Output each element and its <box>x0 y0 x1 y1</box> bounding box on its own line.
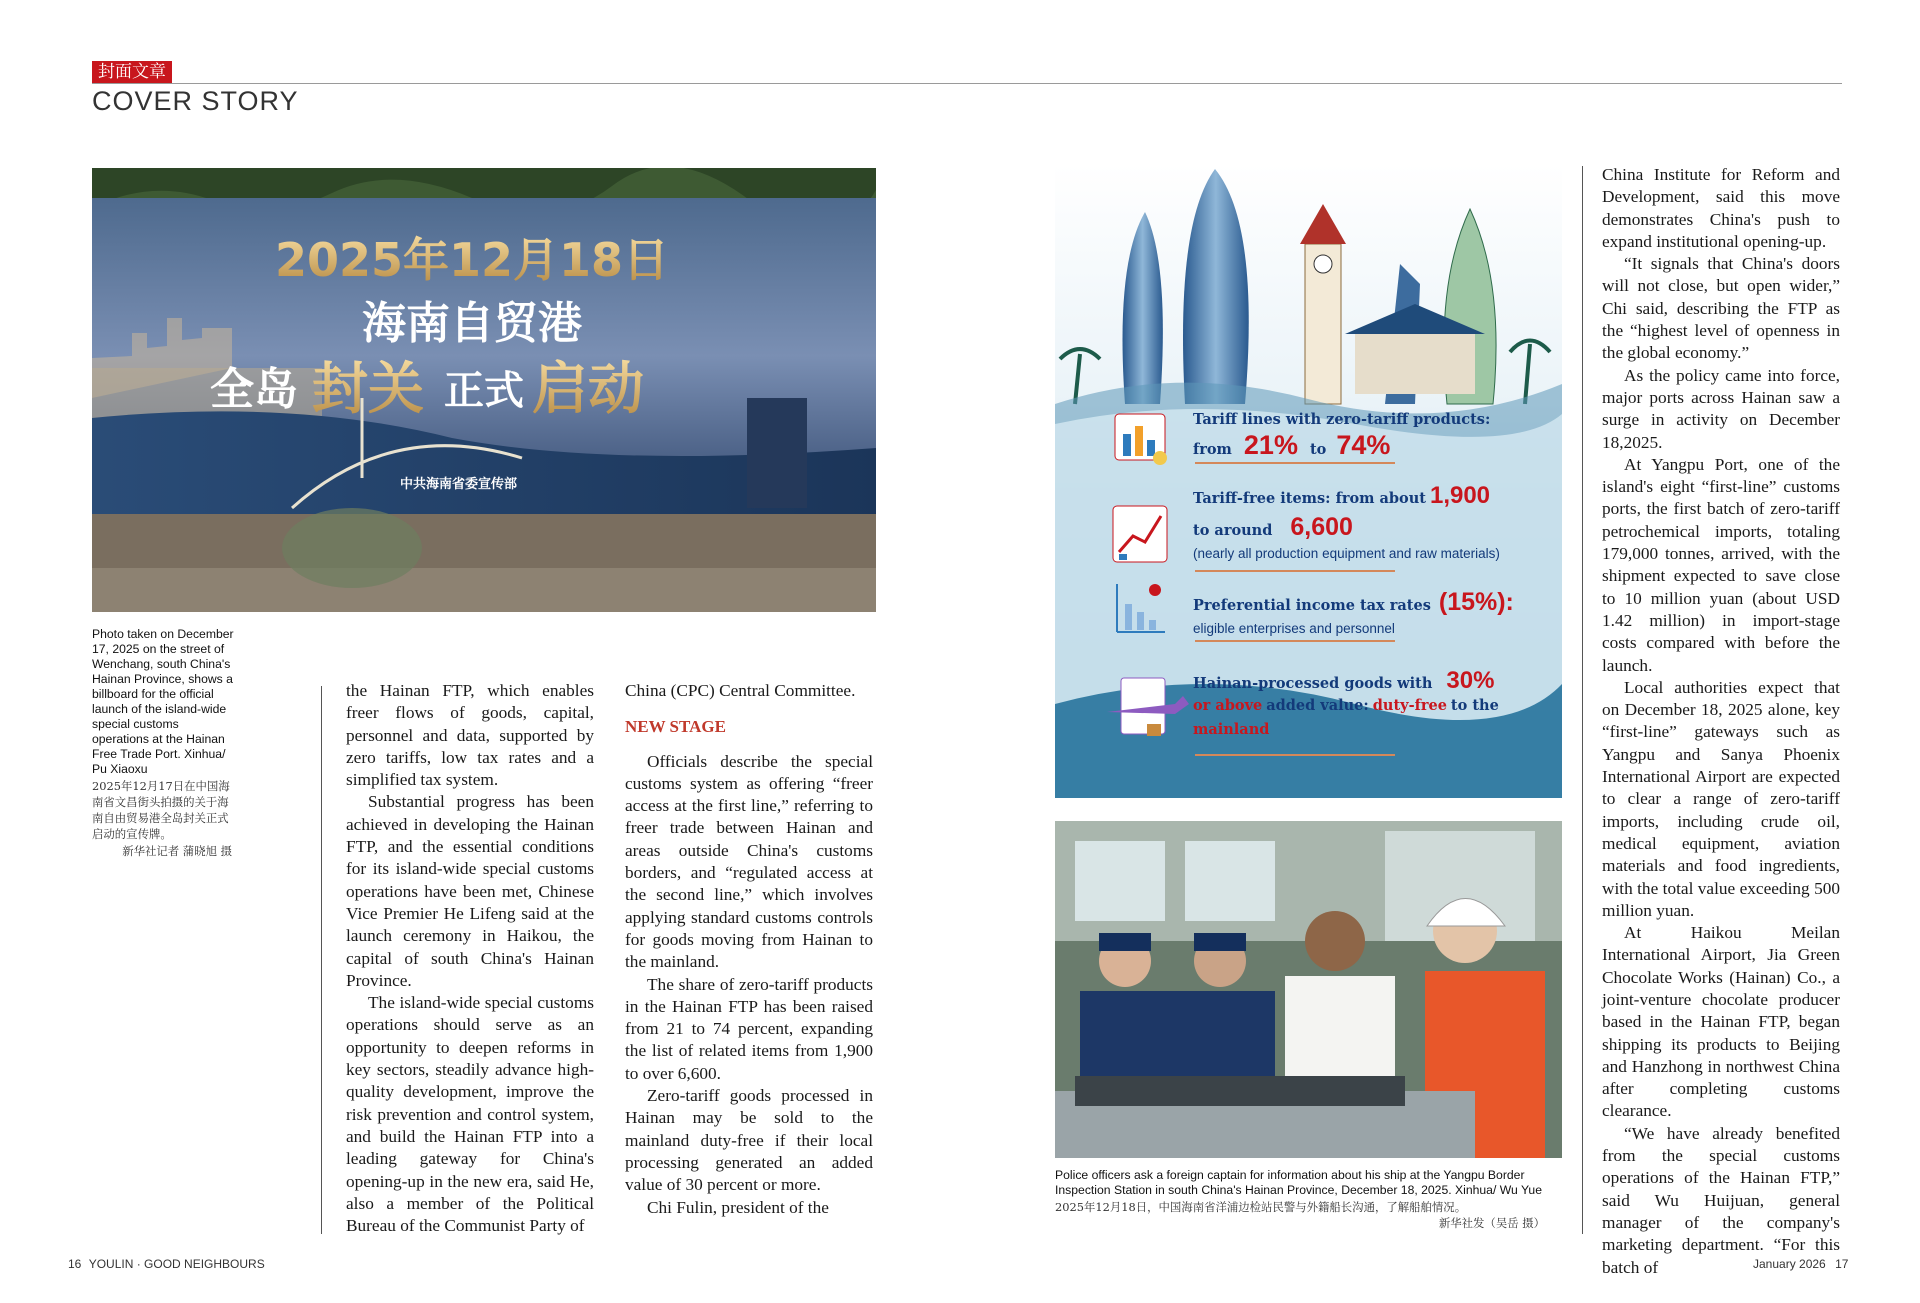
magazine-name: YOULIN · GOOD NEIGHBOURS <box>88 1257 265 1271</box>
info-item4-label-b: or above <box>1193 697 1263 714</box>
page-number-left: 16 <box>68 1257 82 1271</box>
info-item1-values <box>1193 430 1553 461</box>
rising-chart-icon <box>1113 506 1167 562</box>
col2-paragraph: Zero-tariff goods processed in Hainan may be sold to the mainland duty-free if their local processing generated an added value of 30 percent or more. <box>625 1086 873 1195</box>
article-column-2 <box>625 680 873 1219</box>
billboard-line3a: 全岛 <box>210 364 298 415</box>
section-heading-new-stage: NEW STAGE <box>625 717 726 737</box>
info-item1-label: Tariff lines with zero-tariff products: <box>1193 411 1491 428</box>
col3-paragraph: At Haikou Meilan International Airport, Jia Green Chocolate Works (Hainan) Co., a joint-venture chocolate producer based in the Hainan FTP, began shipping its products to Beijing and Hanzhong in northwest China after completing customs clearance. <box>1602 923 1840 1121</box>
info-item2-value2: 6,600 <box>1290 513 1353 541</box>
col2-paragraph: Officials describe the special customs system as offering “freer access at the first line,” referring to freer trade between Hainan and areas outside China's customs borders, and “regulated access at the second line,” which involves applying standard customs controls for goods moving from Hainan to the mainland. <box>625 751 873 972</box>
section-tag-cn: 封面文章 <box>92 61 172 83</box>
footer-right <box>1753 1257 1848 1271</box>
billboard-credit-cn: 新华社记者 蒲晓旭 摄 <box>122 844 232 858</box>
info-item3-note: eligible enterprises and personnel <box>1193 621 1395 636</box>
police-photo-svg <box>1055 821 1562 1158</box>
info-item3-label: Preferential income tax rates <box>1193 597 1431 614</box>
col2-paragraph: Chi Fulin, president of the <box>647 1197 829 1217</box>
section-title: COVER STORY <box>92 86 299 116</box>
page-number-right: 17 <box>1835 1257 1849 1271</box>
info-item2-label: Tariff-free items: from about <box>1193 490 1426 507</box>
info-item1-from: from <box>1193 441 1232 458</box>
info-item4-label-a: Hainan-processed goods with <box>1193 675 1433 692</box>
info-item1-to: to <box>1309 441 1327 458</box>
issue-date: January 2026 <box>1753 1257 1826 1271</box>
col3-continued: China Institute for Reform and Development, said this move demonstrates China's push to expand institutional opening-up. <box>1602 165 1840 251</box>
info-item4-label-d: duty-free <box>1372 697 1447 714</box>
billboard-photo-svg <box>92 168 876 612</box>
billboard-caption-cn: 2025年12月17日在中国海南省文昌街头拍摄的关于海南自由贸易港全岛封关正式启动的宣传牌。 <box>92 779 230 841</box>
info-item2-row2 <box>1193 513 1553 542</box>
article-column-3 <box>1602 164 1840 1279</box>
billboard-line3b: 封关 <box>312 357 424 422</box>
police-caption-en: Police officers ask a foreign captain for information about his ship at the Yangpu Border Inspection Station in south China's Hainan Province, December 18, 2025. Xinhua/ Wu Yue <box>1055 1168 1542 1197</box>
col1-paragraph: Substantial progress has been achieved in developing the Hainan FTP, and the essential conditions for its island-wide special customs operations have been met, Chinese Vice Premier He Lifeng said at the launch ceremony in Haikou, the capital of south China's Hainan Province. <box>346 792 594 990</box>
footer-left <box>68 1257 265 1271</box>
col1-paragraph: the Hainan FTP, which enables freer flows of goods, capital, personnel and data, supported by zero tariffs, low tax rates and a simplified tax system. <box>346 681 594 790</box>
col2-lead: China (CPC) Central Committee. <box>625 681 856 700</box>
billboard-photo <box>92 168 876 612</box>
info-item2-note: (nearly all production equipment and raw materials) <box>1193 546 1500 561</box>
article-column-1 <box>346 680 594 1237</box>
info-item4-row2 <box>1193 697 1553 715</box>
info-item3-value: (15%): <box>1438 588 1514 616</box>
billboard-issuer: 中共海南省委宣传部 <box>400 477 518 492</box>
infographic <box>1055 164 1562 798</box>
info-item1-to-value: 74% <box>1336 430 1391 460</box>
header-rule <box>92 83 1842 84</box>
col3-paragraph: “We have already benefited from the special customs operations of the Hainan FTP,” said Wu Huijuan, general manager of the company's marketing department. “For this batch of <box>1602 1123 1840 1277</box>
column-rule-1 <box>321 686 322 1234</box>
billboard-caption-en: Photo taken on December 17, 2025 on the street of Wenchang, south China's Hainan Province, shows a billboard for the official launch of the island-wide special customs operations at the Hainan Free Trade Port. Xinhua/ Pu Xiaoxu <box>92 627 234 776</box>
police-caption-cn: 2025年12月18日，中国海南省洋浦边检站民警与外籍船长沟通，了解船舶情况。 <box>1055 1200 1467 1214</box>
info-item2-row1 <box>1193 482 1553 510</box>
info-item4-row1 <box>1193 667 1553 695</box>
col1-paragraph: The island-wide special customs operations should serve as an opportunity to deepen reforms in key sectors, steadily advance high-quality development, improve the risk prevention and control system, and build the Hainan FTP into a leading gateway for China's opening-up in the new era, said He, also a member of the Political Bureau of the Communist Party of <box>346 993 594 1236</box>
info-item2-to: to around <box>1193 522 1273 539</box>
police-credit-cn: 新华社发（吴岳 摄） <box>1438 1216 1545 1230</box>
col3-paragraph: “It signals that China's doors will not close, but open wider,” Chi said, describing the FTP as the “highest level of openness in the global economy.” <box>1602 254 1840 363</box>
police-photo <box>1055 821 1562 1158</box>
billboard-line2: 海南自贸港 <box>362 298 582 349</box>
col3-paragraph: Local authorities expect that on December 18, 2025 alone, key “first-line” gateways such as Yangpu and Sanya Phoenix International Airport are expected to clear a range of zero-tariff imports, including crude oil, medical equipment, aviation materials and food ingredients, with the total value exceeding 500 million yuan. <box>1602 677 1840 920</box>
info-item1-from-value: 21% <box>1243 430 1298 460</box>
col2-paragraph: The share of zero-tariff products in the Hainan FTP has been raised from 21 to 74 percent, expanding the list of related items from 1,900 to over 6,600. <box>625 974 873 1083</box>
info-item4-value: 30% <box>1446 667 1495 694</box>
col3-paragraph: At Yangpu Port, one of the island's eight “first-line” customs ports, the first batch of zero-tariff petrochemical imports, totaling 179,000 tonnes, arrived, with the shipment expected to save close to 10 million yuan (about USD 1.42 million) in import-stage costs compared with before the launch. <box>1602 454 1840 675</box>
bar-chart-coins-icon <box>1115 414 1167 465</box>
info-item2-value1: 1,900 <box>1429 482 1491 509</box>
billboard-line3d: 启动 <box>532 357 644 422</box>
billboard-date: 2025年12月18日 <box>274 233 670 287</box>
info-item4-label-e: to the <box>1450 697 1499 714</box>
billboard-line3c: 正式 <box>444 368 524 414</box>
column-rule-3 <box>1582 166 1583 1234</box>
info-item4-label-f: mainland <box>1193 721 1270 738</box>
info-item4-label-c: added value: <box>1266 697 1369 714</box>
info-item3-row <box>1193 588 1553 617</box>
col3-paragraph: As the policy came into force, major ports across Hainan saw a surge in activity on December 18,2025. <box>1602 365 1840 452</box>
